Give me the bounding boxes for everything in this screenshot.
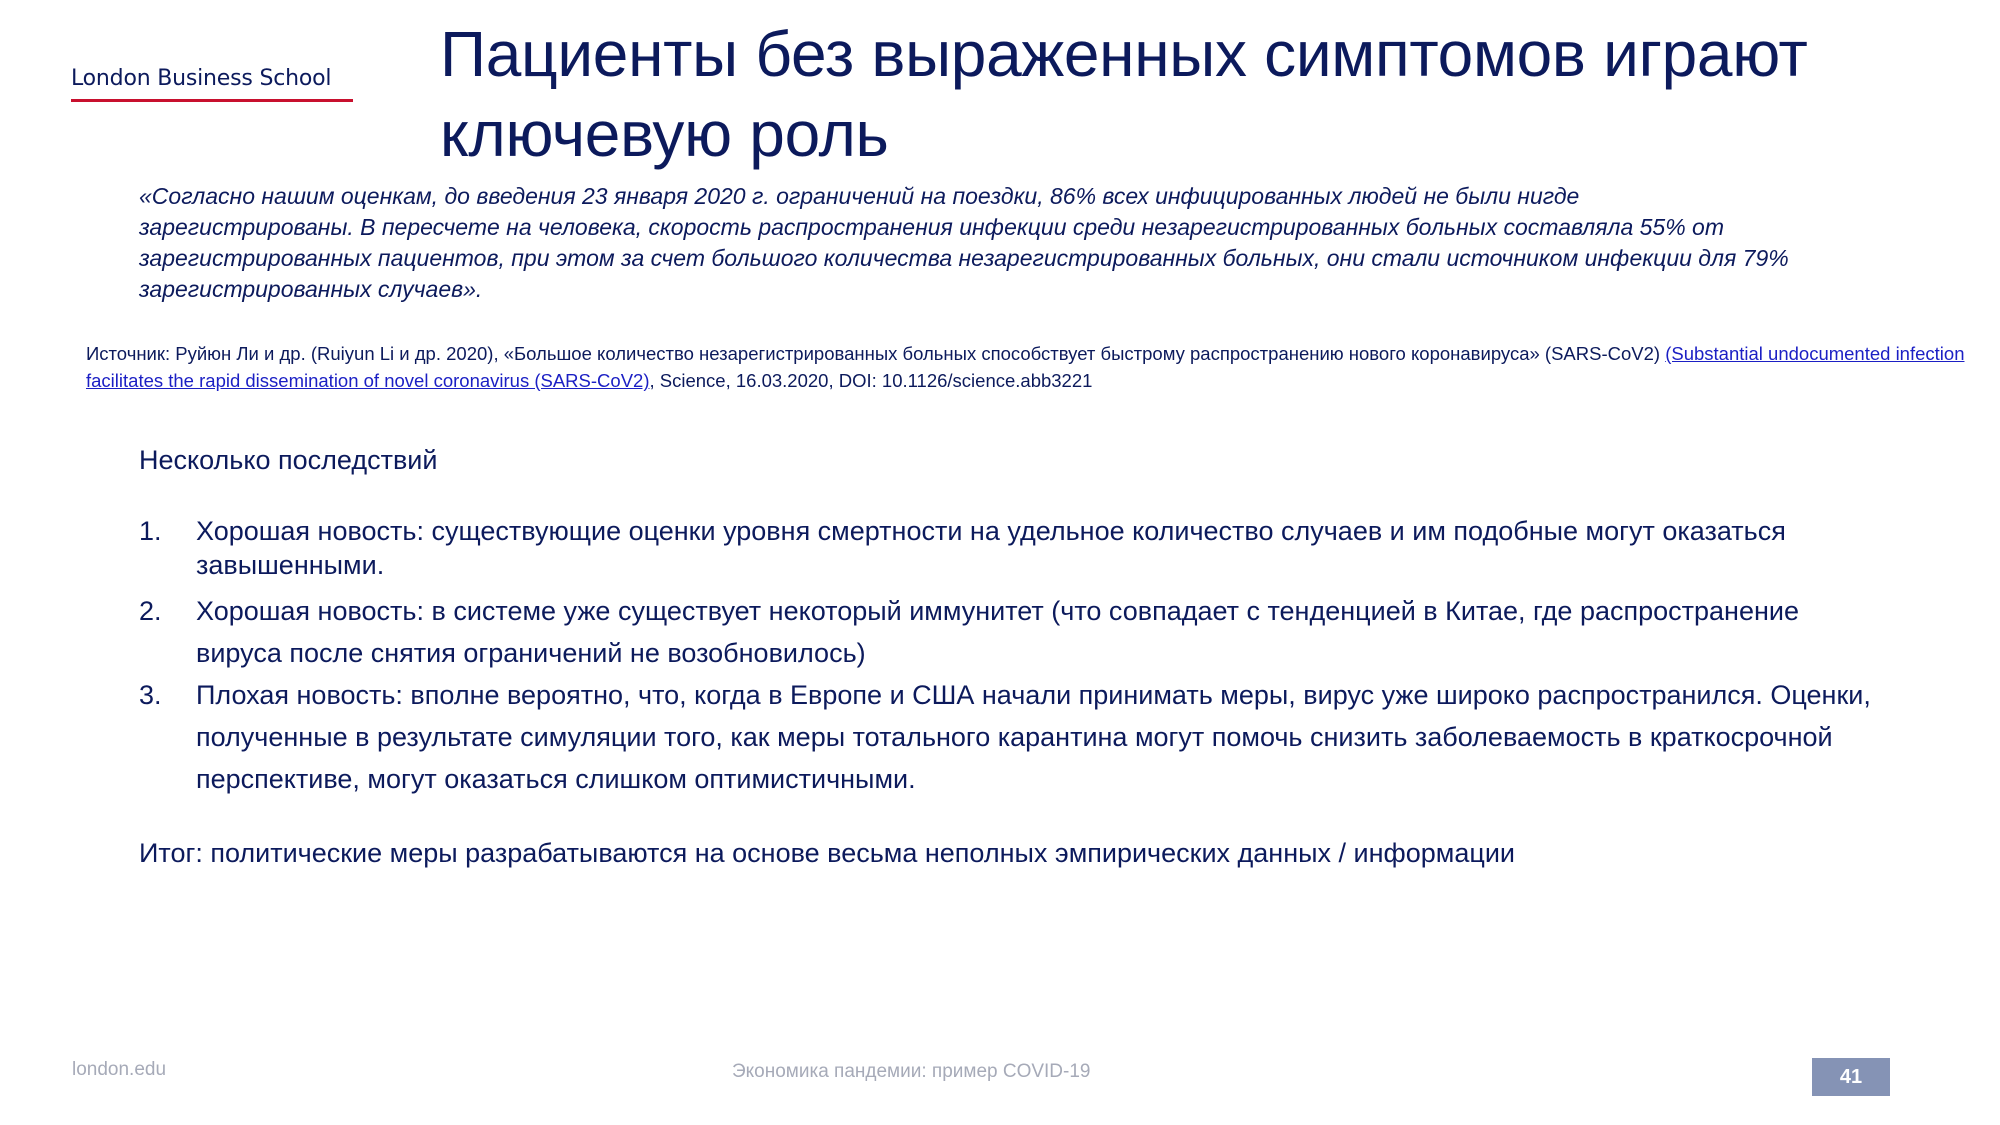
page-number-badge: 41 xyxy=(1812,1058,1890,1096)
list-item-number: 1. xyxy=(139,516,162,546)
logo xyxy=(71,66,353,102)
source-prefix: Источник: Руйюн Ли и др. (Ruiyun Li и др. 2020), «Большое количество незарегистрированных больных способствует быстрому распространению нового коронавируса» (SARS-CoV2) xyxy=(86,343,1666,364)
list-item xyxy=(139,514,1879,582)
list-item-number: 2. xyxy=(139,596,162,626)
list-item-text: Хорошая новость: существующие оценки уровня смертности на удельное количество случаев и им подобные могут оказаться завышенными. xyxy=(196,516,1786,580)
logo-text: London Business School xyxy=(71,66,332,91)
slide-title: Пациенты без выраженных симптомов играют ключевую роль xyxy=(440,18,1808,170)
list-item-text: Плохая новость: вполне вероятно, что, когда в Европе и США начали принимать меры, вирус уже широко распространился. Оценки, полученные в результате симуляции того, как меры тотального карантина могут помочь снизить заболеваемость в краткосрочной перспективе, могут оказаться слишком оптимистичными. xyxy=(196,680,1871,794)
list-item-number: 3. xyxy=(139,680,162,710)
footer-course-title: Экономика пандемии: пример COVID-19 xyxy=(732,1061,1091,1082)
list-item-text: Хорошая новость: в системе уже существует некоторый иммунитет (что совпадает с тенденцией в Китае, где распространение вируса после снятия ограничений не возобновилось) xyxy=(196,596,1799,668)
conclusion-text: Итог: политические меры разрабатываются на основе весьма неполных эмпирических данных / информации xyxy=(139,838,1515,868)
logo-underline xyxy=(71,99,353,102)
source-suffix: , Science, 16.03.2020, DOI: 10.1126/science.abb3221 xyxy=(649,370,1093,391)
footer-website: london.edu xyxy=(72,1059,167,1080)
source-citation xyxy=(86,340,1976,394)
source-link[interactable]: (Substantial undocumented infection facilitates the rapid dissemination of novel coronavirus (SARS-CoV2) xyxy=(86,343,1965,391)
list-item xyxy=(139,590,1879,674)
quote-text: «Согласно нашим оценкам, до введения 23 января 2020 г. ограничений на поездки, 86% всех инфицированных людей не были нигде зарегистрированы. В пересчете на человека, скорость распространения инфекции среди незарегистрированных больных составляла 55% от зарегистрированных пациентов, при этом за счет большого количества незарегистрированных больных, они стали источником инфекции для 79% зарегистрированных случаев». xyxy=(139,183,1789,302)
list-item xyxy=(139,674,1879,800)
section-heading: Несколько последствий xyxy=(139,445,438,475)
